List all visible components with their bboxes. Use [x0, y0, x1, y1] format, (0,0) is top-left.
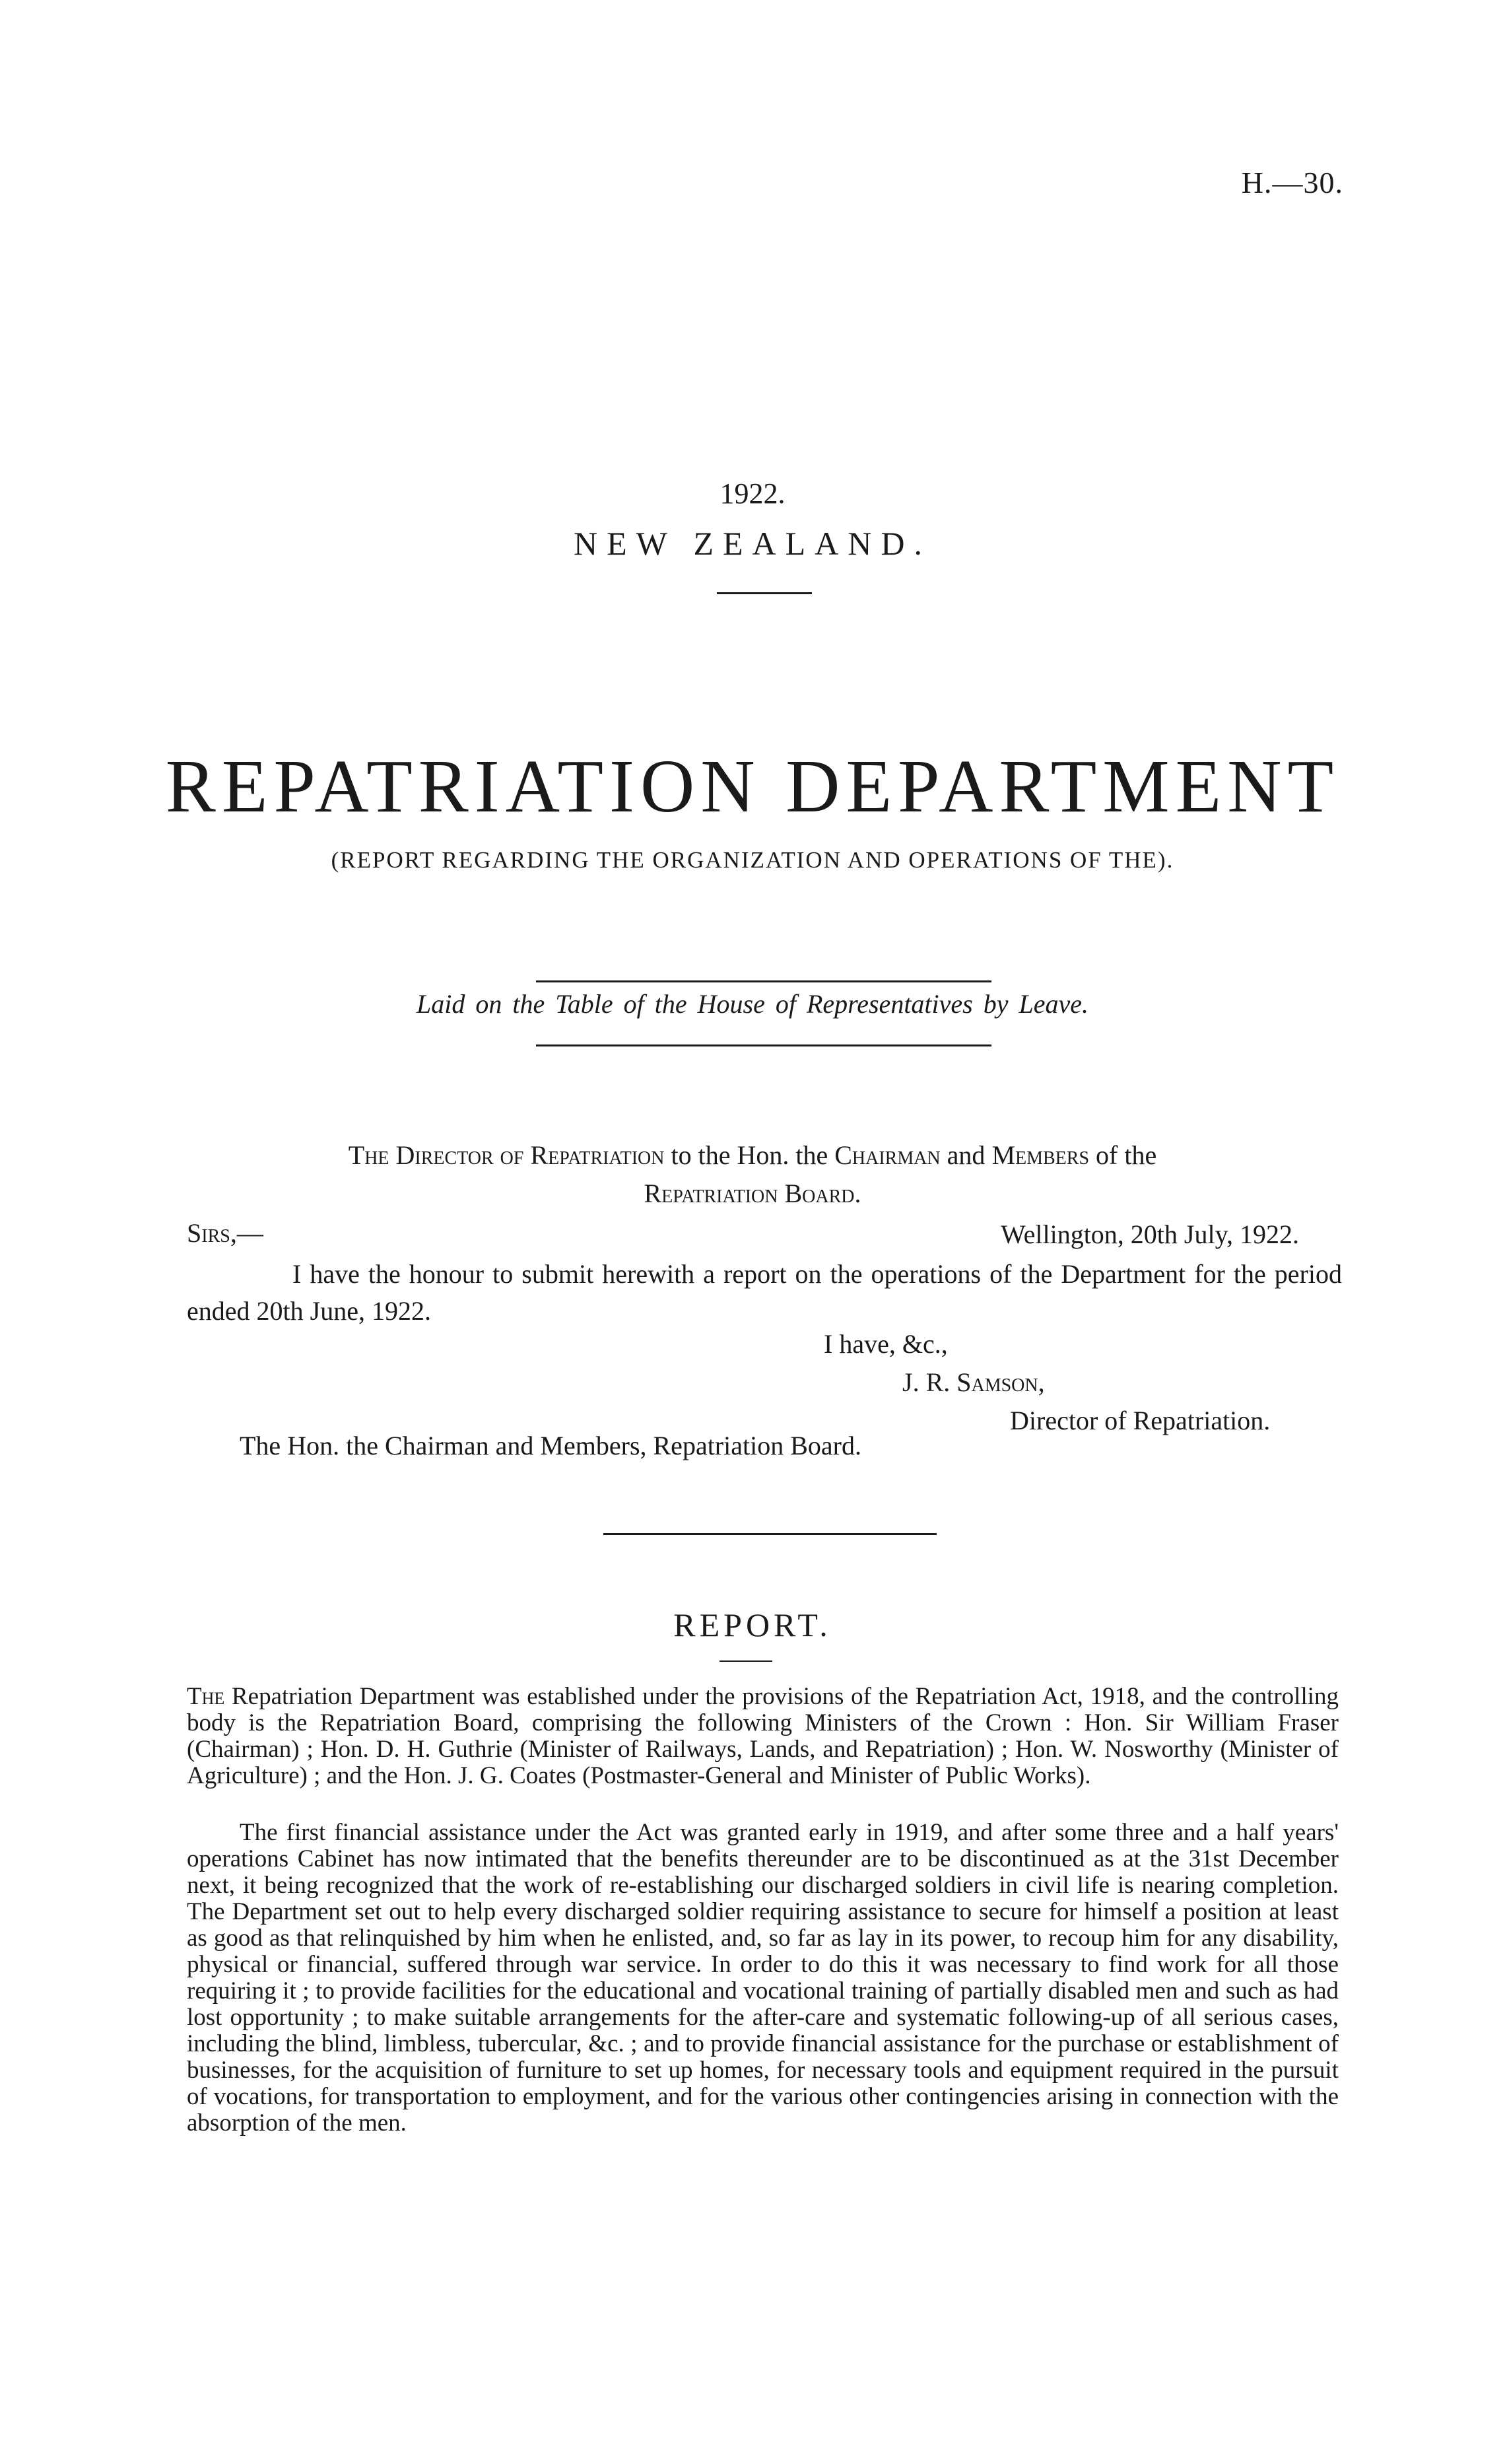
address-to-chairman: Chairman — [834, 1140, 941, 1170]
signatory-title: Director of Repatriation. — [1010, 1406, 1271, 1435]
paragraph-text: Repatriation Department was established under the provisions of the Repatriation Act, 1918, and the controlling body is the Repatriation Board, comprising the following Ministers of the Crown : Hon. Sir William Fraser (Chairman) ; Hon. D. H. Guthrie (Minister of Railways, Lands, and Repatriation) ; Hon. W. Nosworthy (Minister of Agriculture) ; and the Hon. J. G. Coates (Postmaster-General and Minister of Public Works). — [187, 1683, 1339, 1789]
letter-address — [0, 1140, 1505, 1171]
place-date: Wellington, 20th July, 1922. — [1001, 1219, 1299, 1249]
report-heading: REPORT. — [673, 1606, 832, 1643]
address-to-members: Members — [991, 1140, 1090, 1170]
divider — [719, 1660, 772, 1662]
divider — [717, 592, 812, 594]
letter-closing: I have, &c., — [824, 1329, 948, 1359]
address-and: and — [947, 1140, 986, 1170]
document-reference: H.—30. — [1241, 166, 1343, 199]
divider — [536, 1044, 991, 1046]
letter-body: I have the honour to submit herewith a report on the operations of the Department for the period ended 20th June, 1922. — [187, 1259, 1342, 1326]
report-paragraph — [187, 1684, 1339, 1789]
signatory: J. R. Samson, — [902, 1367, 1045, 1397]
page-title: REPATRIATION DEPARTMENT — [165, 744, 1340, 828]
report-paragraph: The first financial assistance under the Act was granted early in 1919, and after some three and a half years' operations Cabinet has now intimated that the benefits thereunder are to be discontinued as at the 31st December next, it being recognized that the work of re-establishing our discharged soldiers in civil life is nearing completion. The Department set out to help every discharged soldier requiring assistance to secure for himself a position at least as good as that relinquished by him when he enlisted, and, so far as lay in its power, to recoup him for any disability, physical or financial, suffered through war service. In order to do this it was necessary to find work for all those requiring it ; to provide facilities for the educational and vocational training of partially disabled men and such as had lost opportunity ; to make suitable arrangements for the after-care and systematic following-up of all serious cases, including the blind, limbless, tubercular, &c. ; and to provide financial assistance for the purchase or establishment of businesses, for the acquisition of furniture to set up homes, for necessary tools and equipment required in the pursuit of vocations, for transportation to employment, and for the various other contingencies arising in connection with the absorption of the men. — [187, 1819, 1339, 2137]
address-board: Repatriation Board. — [644, 1179, 861, 1208]
salutation: Sirs,— — [187, 1218, 263, 1248]
divider — [603, 1533, 937, 1535]
paragraph-lead: The — [187, 1683, 225, 1710]
addressee: The Hon. the Chairman and Members, Repatriation Board. — [240, 1431, 861, 1460]
year: 1922. — [719, 477, 786, 510]
country-heading: NEW ZEALAND. — [574, 525, 931, 562]
laid-on-table-note: Laid on the Table of the House of Representatives by Leave. — [417, 989, 1088, 1019]
address-from: The Director of Repatriation — [348, 1140, 665, 1170]
divider — [536, 980, 991, 982]
address-of: of the — [1096, 1140, 1157, 1170]
address-to-prefix: to the Hon. the — [671, 1140, 828, 1170]
page-subtitle: (REPORT REGARDING THE ORGANIZATION AND OPERATIONS OF THE). — [331, 847, 1174, 873]
